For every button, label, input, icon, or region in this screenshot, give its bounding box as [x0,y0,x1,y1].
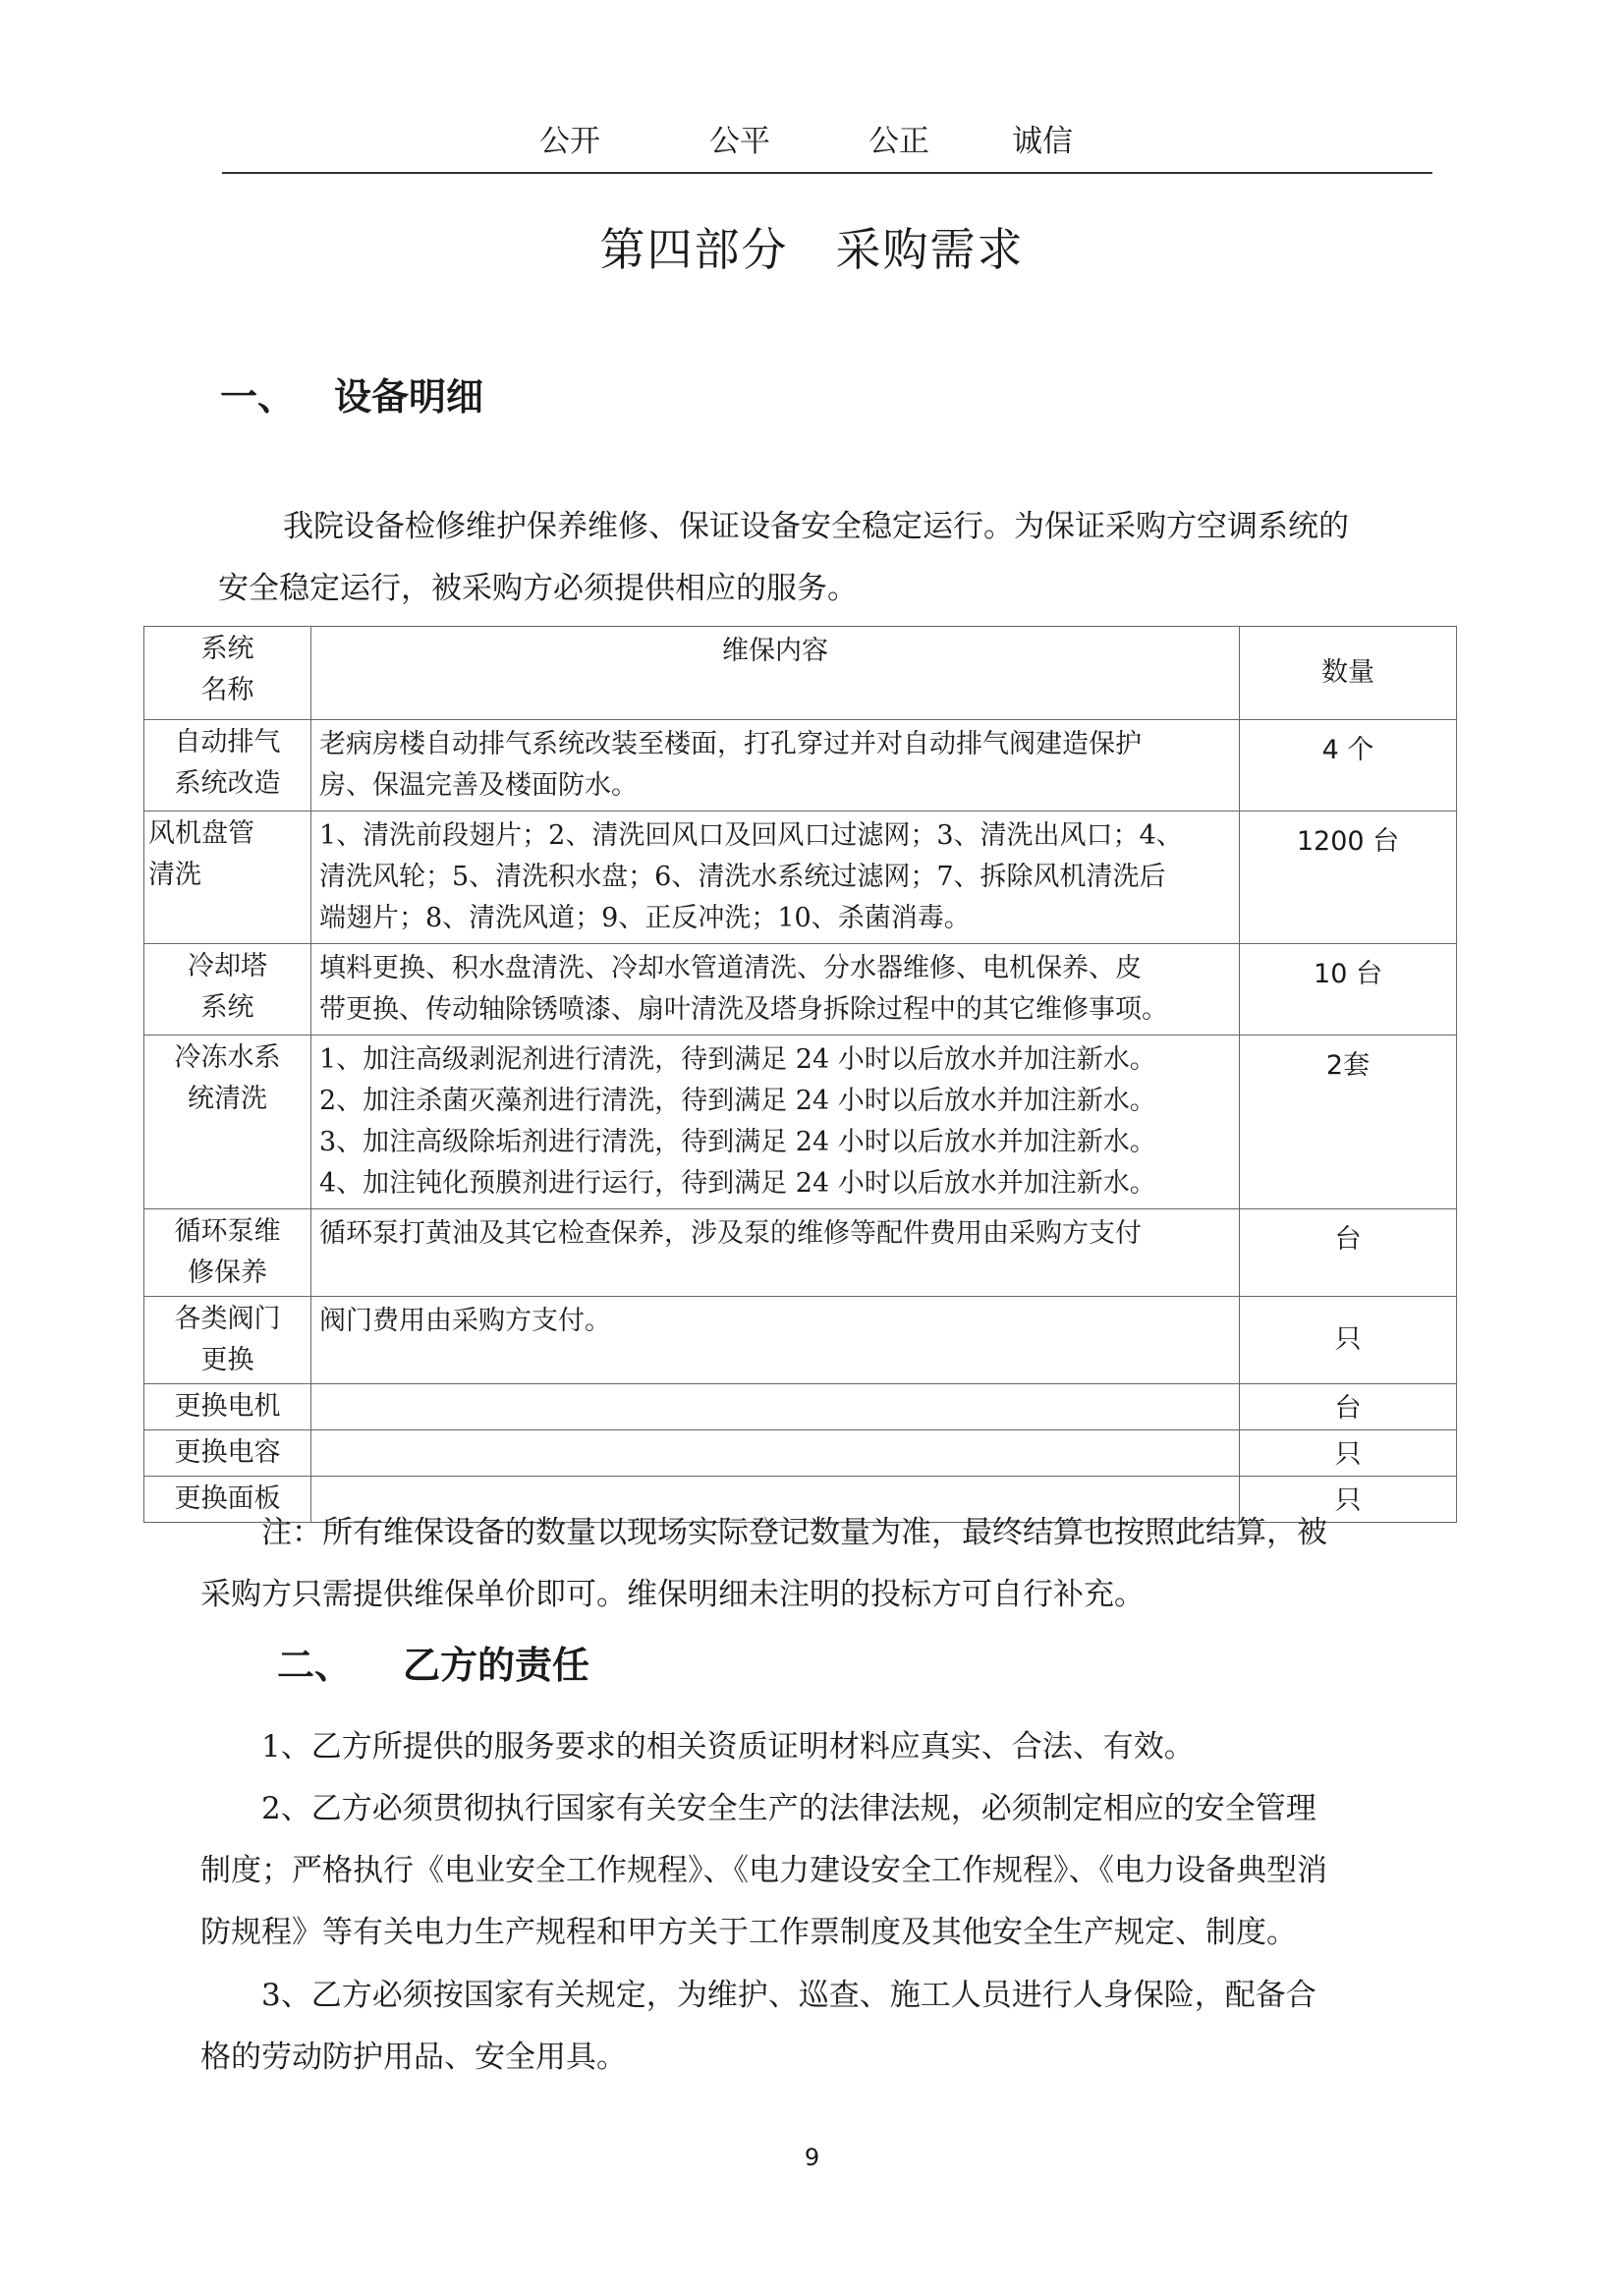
table-row [144,1384,1457,1430]
header-content: 维保内容 [311,627,1240,720]
content-line: 老病房楼自动排气系统改装至楼面，打孔穿过并对自动排气阀建造保护 [319,729,1142,759]
row-qty: 台 [1240,1209,1457,1297]
part-title: 第四部分 采购需求 [599,223,1025,276]
header-word-fair: 公平 [709,124,770,159]
row-content [311,1209,1240,1297]
table-row [144,1209,1457,1297]
page-number: 9 [804,2144,820,2171]
content-line: 2、加注杀菌灭藻剂进行清洗，待到满足 24 小时以后放水并加注新水。 [319,1086,1156,1116]
content-line: 端翅片；8、清洗风道；9、正反冲洗；10、杀菌消毒。 [319,903,971,933]
name-line: 系统 [200,992,254,1023]
row-system-name [144,1297,311,1384]
table-header-row [144,627,1457,720]
page-header [0,116,1624,165]
name-line: 系统改造 [174,768,281,799]
header-word-open: 公开 [539,124,600,159]
header-divider [222,172,1432,174]
row-qty: 只 [1240,1477,1457,1523]
content-line: 清洗风轮；5、清洗积水盘；6、清洗水系统过滤网；7、拆除风机清洗后 [319,862,1166,892]
row-qty: 只 [1240,1430,1457,1477]
row-system-name [144,1036,311,1209]
row-qty: 只 [1240,1297,1457,1384]
table-row [144,1297,1457,1384]
content-line: 1、加注高级剥泥剂进行清洗，待到满足 24 小时以后放水并加注新水。 [319,1044,1156,1075]
name-line: 循环泵维 [174,1216,281,1247]
duty-para-3-line-2: 格的劳动防护用品、安全用具。 [200,2040,627,2075]
name-line: 冷冻水系 [174,1042,281,1073]
header-name-line: 系统 [200,634,254,664]
intro-line-1: 我院设备检修维护保养维修、保证设备安全稳定运行。为保证采购方空调系统的 [283,509,1349,544]
row-qty: 1200 台 [1240,812,1457,944]
table-row [144,1036,1457,1209]
note-line-1: 注：所有维保设备的数量以现场实际登记数量为准，最终结算也按照此结算，被 [261,1515,1327,1550]
header-word-just: 公正 [868,124,929,159]
content-line: 房、保温完善及楼面防水。 [319,770,638,801]
name-line: 自动排气 [174,727,281,757]
row-content [311,720,1240,812]
row-content [311,1384,1240,1430]
section2-title: 乙方的责任 [403,1644,590,1687]
duty-para-3-line-1: 3、乙方必须按国家有关规定，为维护、巡查、施工人员进行人身保险，配备合 [261,1978,1316,2013]
row-qty: 2套 [1240,1036,1457,1209]
content-line: 带更换、传动轴除锈喷漆、扇叶清洗及塔身拆除过程中的其它维修事项。 [319,994,1168,1025]
row-system-name [144,720,311,812]
equipment-table [143,626,1457,1523]
row-system-name [144,812,311,944]
header-name-line: 名称 [200,675,254,705]
row-content [311,1297,1240,1384]
row-content [311,1036,1240,1209]
row-qty: 4 个 [1240,720,1457,812]
duty-para-2-line-3: 防规程》等有关电力生产规程和甲方关于工作票制度及其他安全生产规定、制度。 [200,1915,1297,1950]
row-qty: 台 [1240,1384,1457,1430]
name-line: 各类阀门 [174,1304,281,1334]
row-system-name: 更换电容 [144,1430,311,1477]
table-row [144,812,1457,944]
row-content [311,812,1240,944]
row-qty: 10 台 [1240,944,1457,1036]
content-line: 3、加注高级除垢剂进行清洗，待到满足 24 小时以后放水并加注新水。 [319,1127,1156,1157]
content-line: 阀门费用由采购方支付。 [319,1306,611,1336]
name-line: 修保养 [188,1258,267,1288]
section1-number: 一、 [220,375,296,419]
duty-para-1: 1、乙方所提供的服务要求的相关资质证明材料应真实、合法、有效。 [261,1729,1195,1764]
header-system-name [144,627,311,720]
note-line-2: 采购方只需提供维保单价即可。维保明细未注明的投标方可自行补充。 [200,1577,1145,1612]
table-row [144,1430,1457,1477]
section1-title: 设备明细 [334,375,484,419]
duty-para-2-line-2: 制度；严格执行《电业安全工作规程》、《电力建设安全工作规程》、《电力设备典型消 [200,1853,1327,1888]
content-line: 循环泵打黄油及其它检查保养，涉及泵的维修等配件费用由采购方支付 [319,1218,1142,1249]
row-system-name [144,1209,311,1297]
name-line: 更换 [200,1345,254,1375]
row-system-name: 更换电机 [144,1384,311,1430]
name-line: 统清洗 [188,1084,267,1114]
header-word-integrity: 诚信 [1012,124,1073,159]
duty-para-2-line-1: 2、乙方必须贯彻执行国家有关安全生产的法律法规，必须制定相应的安全管理 [261,1791,1316,1826]
table-row [144,720,1457,812]
section2-number: 二、 [277,1644,353,1687]
name-line: 风机盘管 [148,818,254,849]
name-line: 清洗 [148,860,201,890]
name-line: 冷却塔 [188,951,267,981]
row-content [311,1430,1240,1477]
row-content [311,944,1240,1036]
content-line: 填料更换、积水盘清洗、冷却水管道清洗、分水器维修、电机保养、皮 [319,953,1142,983]
content-line: 4、加注钝化预膜剂进行运行，待到满足 24 小时以后放水并加注新水。 [319,1168,1156,1199]
content-line: 1、清洗前段翅片；2、清洗回风口及回风口过滤网；3、清洗出风口；4、 [319,820,1183,851]
intro-line-2: 安全稳定运行，被采购方必须提供相应的服务。 [218,571,858,606]
table-row [144,944,1457,1036]
row-system-name: 更换面板 [144,1477,311,1523]
row-system-name [144,944,311,1036]
header-qty: 数量 [1240,627,1457,720]
